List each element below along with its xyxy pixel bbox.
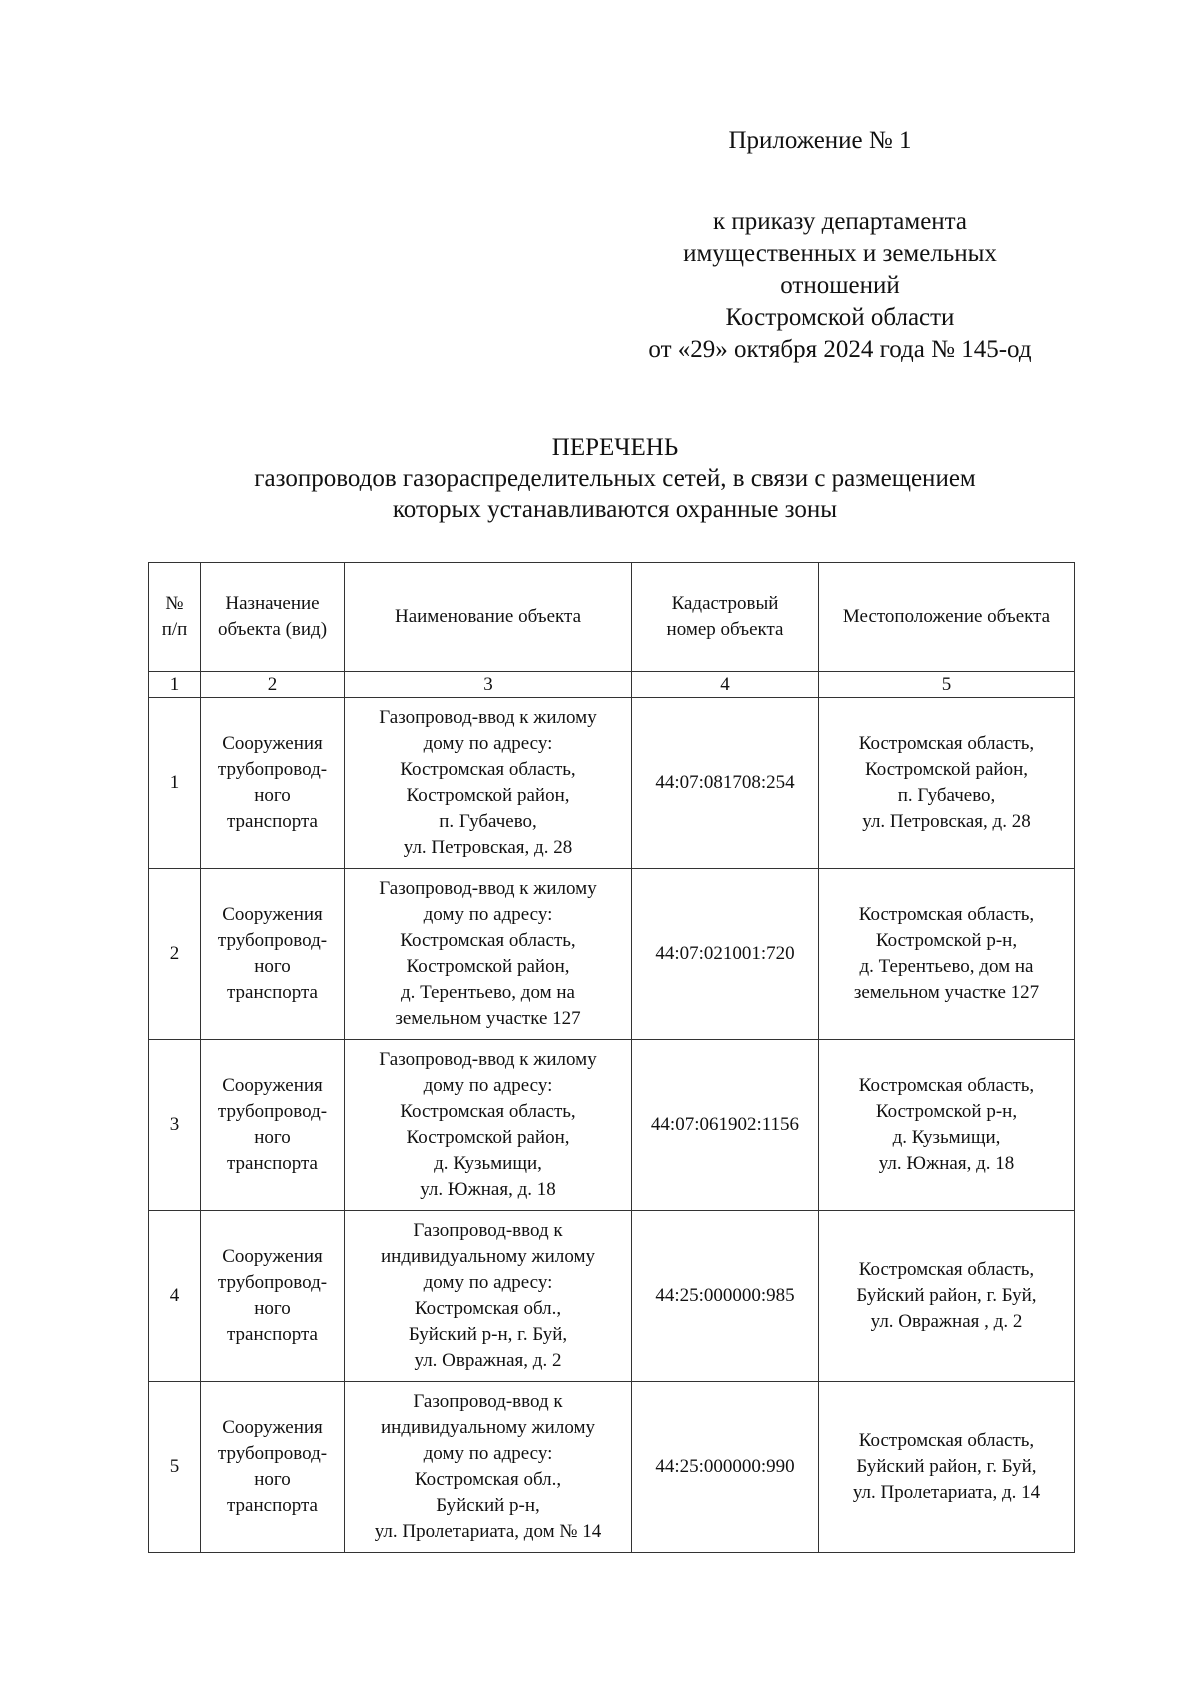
heading-subtitle-line: которых устанавливаются охранные зоны <box>392 496 838 523</box>
object-name <box>345 1211 632 1382</box>
location-line: Костромской р-н, <box>875 930 1018 951</box>
header-line: п/п <box>161 619 188 640</box>
cadastral-number: 44:25:000000:985 <box>632 1211 819 1382</box>
header-line: Наименование объекта <box>394 606 582 627</box>
purpose-line: трубопровод- <box>217 1443 328 1464</box>
name-line: дому по адресу: <box>423 1272 553 1293</box>
location-line: Буйский район, г. Буй, <box>856 1285 1037 1306</box>
header-cadastral-number <box>632 563 819 672</box>
purpose-line: транспорта <box>227 1153 318 1174</box>
header-line: Местоположение объекта <box>842 606 1051 627</box>
header-line: № <box>165 593 184 614</box>
name-line: п. Губачево, <box>439 811 537 832</box>
name-line: Буйский р-н, <box>436 1495 540 1516</box>
name-line: Костромская область, <box>400 930 576 951</box>
column-number: 5 <box>819 672 1075 698</box>
object-location <box>819 698 1075 869</box>
location-line: Костромская область, <box>858 904 1035 925</box>
object-name <box>345 1382 632 1553</box>
appendix-title: Приложение № 1 <box>728 127 912 154</box>
name-line: Костромская область, <box>400 759 576 780</box>
location-line: д. Терентьево, дом на <box>859 956 1034 977</box>
table-row <box>149 1382 1075 1553</box>
header-line: Кадастровый <box>671 593 779 614</box>
name-line: земельном участке 127 <box>395 1008 581 1029</box>
purpose-line: трубопровод- <box>217 1101 328 1122</box>
row-number: 5 <box>149 1382 201 1553</box>
location-line: Костромская область, <box>858 733 1035 754</box>
purpose-line: транспорта <box>227 811 318 832</box>
purpose-line: ного <box>254 956 291 977</box>
location-line: Костромской р-н, <box>875 1101 1018 1122</box>
location-line: ул. Пролетариата, д. 14 <box>852 1482 1041 1503</box>
order-ref-line: имущественных и земельных <box>683 240 997 267</box>
name-line: дому по адресу: <box>423 1075 553 1096</box>
column-number: 1 <box>149 672 201 698</box>
header-line: объекта (вид) <box>217 619 328 640</box>
row-number: 2 <box>149 869 201 1040</box>
location-line: Костромской район, <box>865 759 1028 780</box>
row-number: 3 <box>149 1040 201 1211</box>
order-ref-line: Костромской области <box>725 304 955 331</box>
row-number: 1 <box>149 698 201 869</box>
name-line: дому по адресу: <box>423 733 553 754</box>
order-ref-line: от «29» октября 2024 года № 145-од <box>648 336 1032 363</box>
purpose-line: Сооружения <box>222 1417 323 1438</box>
order-ref-line: отношений <box>780 272 900 299</box>
name-line: ул. Южная, д. 18 <box>420 1179 556 1200</box>
purpose-line: транспорта <box>227 1495 318 1516</box>
name-line: Буйский р-н, г. Буй, <box>408 1324 568 1345</box>
object-purpose <box>201 1040 345 1211</box>
location-line: п. Губачево, <box>897 785 996 806</box>
table-row <box>149 1040 1075 1211</box>
cadastral-number: 44:25:000000:990 <box>632 1382 819 1553</box>
gas-pipelines-table <box>148 562 1075 1553</box>
object-purpose <box>201 1211 345 1382</box>
column-number: 3 <box>345 672 632 698</box>
purpose-line: Сооружения <box>222 733 323 754</box>
purpose-line: ного <box>254 1469 291 1490</box>
header-line: номер объекта <box>666 619 784 640</box>
header-location <box>819 563 1075 672</box>
name-line: дому по адресу: <box>423 904 553 925</box>
location-line: ул. Петровская, д. 28 <box>862 811 1031 832</box>
name-line: д. Кузьмищи, <box>434 1153 542 1174</box>
object-location <box>819 869 1075 1040</box>
purpose-line: ного <box>254 1298 291 1319</box>
header-purpose <box>201 563 345 672</box>
row-number: 4 <box>149 1211 201 1382</box>
purpose-line: трубопровод- <box>217 759 328 780</box>
name-line: Газопровод-ввод к жилому <box>379 1049 597 1070</box>
cadastral-number: 44:07:081708:254 <box>632 698 819 869</box>
document-heading <box>140 432 1090 525</box>
location-line: ул. Овражная , д. 2 <box>870 1311 1023 1332</box>
table-row <box>149 1211 1075 1382</box>
name-line: Газопровод-ввод к <box>413 1391 563 1412</box>
header-line: Назначение <box>225 593 320 614</box>
table-header-row <box>149 563 1075 672</box>
name-line: индивидуальному жилому <box>381 1417 595 1438</box>
purpose-line: ного <box>254 785 291 806</box>
object-purpose <box>201 1382 345 1553</box>
name-line: индивидуальному жилому <box>381 1246 595 1267</box>
name-line: ул. Овражная, д. 2 <box>414 1350 562 1371</box>
name-line: Костромская обл., <box>414 1469 562 1490</box>
column-number: 4 <box>632 672 819 698</box>
cadastral-number: 44:07:061902:1156 <box>632 1040 819 1211</box>
table-row <box>149 698 1075 869</box>
object-location <box>819 1040 1075 1211</box>
column-number: 2 <box>201 672 345 698</box>
object-name <box>345 869 632 1040</box>
location-line: ул. Южная, д. 18 <box>878 1153 1015 1174</box>
object-purpose <box>201 869 345 1040</box>
location-line: д. Кузьмищи, <box>892 1127 1001 1148</box>
purpose-line: транспорта <box>227 1324 318 1345</box>
name-line: д. Терентьево, дом на <box>400 982 575 1003</box>
name-line: Костромская обл., <box>414 1298 562 1319</box>
name-line: Газопровод-ввод к жилому <box>379 707 597 728</box>
object-name <box>345 698 632 869</box>
column-numbers-row <box>149 672 1075 698</box>
name-line: Костромской район, <box>406 956 570 977</box>
order-reference <box>580 206 1100 366</box>
name-line: ул. Петровская, д. 28 <box>403 837 573 858</box>
name-line: ул. Пролетариата, дом № 14 <box>374 1521 602 1542</box>
object-location <box>819 1211 1075 1382</box>
name-line: Газопровод-ввод к жилому <box>379 878 597 899</box>
object-location <box>819 1382 1075 1553</box>
location-line: Костромская область, <box>858 1075 1035 1096</box>
purpose-line: Сооружения <box>222 1075 323 1096</box>
name-line: Костромской район, <box>406 785 570 806</box>
header-object-name <box>345 563 632 672</box>
name-line: дому по адресу: <box>423 1443 553 1464</box>
object-name <box>345 1040 632 1211</box>
table-row <box>149 869 1075 1040</box>
heading-subtitle-line: газопроводов газораспределительных сетей, в связи с размещением <box>254 465 976 492</box>
purpose-line: Сооружения <box>222 904 323 925</box>
name-line: Костромской район, <box>406 1127 570 1148</box>
location-line: земельном участке 127 <box>853 982 1040 1003</box>
location-line: Буйский район, г. Буй, <box>856 1456 1037 1477</box>
order-ref-line: к приказу департамента <box>712 208 968 235</box>
purpose-line: трубопровод- <box>217 1272 328 1293</box>
header-number <box>149 563 201 672</box>
location-line: Костромская область, <box>858 1430 1035 1451</box>
location-line: Костромская область, <box>858 1259 1035 1280</box>
purpose-line: транспорта <box>227 982 318 1003</box>
purpose-line: трубопровод- <box>217 930 328 951</box>
purpose-line: ного <box>254 1127 291 1148</box>
cadastral-number: 44:07:021001:720 <box>632 869 819 1040</box>
purpose-line: Сооружения <box>222 1246 323 1267</box>
name-line: Костромская область, <box>400 1101 576 1122</box>
name-line: Газопровод-ввод к <box>413 1220 563 1241</box>
heading-title: ПЕРЕЧЕНЬ <box>551 434 679 461</box>
object-purpose <box>201 698 345 869</box>
